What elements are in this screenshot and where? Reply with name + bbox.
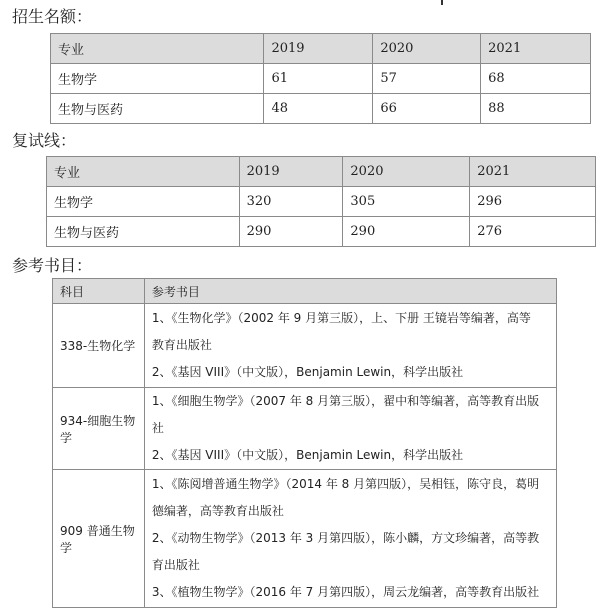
books-cell <box>144 304 556 388</box>
table-cell: 生物学 <box>51 64 264 94</box>
table-cell: 61 <box>264 64 373 94</box>
table-row <box>53 470 557 608</box>
table-row <box>53 304 557 388</box>
table-header-row <box>53 279 557 304</box>
book-line: 2、《基因 VIII》（中文版），Benjamin Lewin，科学出版社 <box>151 365 464 379</box>
book-line: 1、《细胞生物学》（2007 年 8 月第三版），翟中和等编著，高等教育出版 <box>151 394 540 408</box>
book-line: 1、《陈阅增普通生物学》（2014 年 8 月第四版），吴相钰，陈守良，葛明 <box>151 477 540 491</box>
book-line: 育出版社 <box>151 558 200 572</box>
book-line: 2、《动物生物学》（2013 年 3 月第四版），陈小麟，方文珍编著，高等教 <box>151 531 540 545</box>
subject-cell: 338-生物化学 <box>53 304 145 388</box>
page-edge-mark <box>441 0 443 5</box>
table-row <box>51 64 591 94</box>
table-cell: 290 <box>239 217 343 247</box>
table-cell: 290 <box>343 217 470 247</box>
books-cell <box>144 470 556 608</box>
table-cell: 生物学 <box>47 187 240 217</box>
table-cell: 276 <box>470 217 596 247</box>
table-cell: 305 <box>343 187 470 217</box>
table-cell: 57 <box>373 64 481 94</box>
header-cell: 2021 <box>470 157 596 187</box>
header-cell: 2019 <box>239 157 343 187</box>
table-cell: 296 <box>470 187 596 217</box>
book-line: 2、《基因 VIII》（中文版），Benjamin Lewin，科学出版社 <box>151 448 464 462</box>
table-cell: 88 <box>481 94 591 124</box>
table-cell: 生物与医药 <box>47 217 240 247</box>
table-row <box>51 94 591 124</box>
subject-cell: 909 普通生物学 <box>53 470 145 608</box>
retest-heading: 复试线： <box>12 131 77 150</box>
header-cell: 科目 <box>53 279 145 304</box>
table-row <box>47 217 596 247</box>
book-line: 3、《植物生物学》（2016 年 7 月第四版），周云龙编著，高等教育出版社 <box>151 585 540 599</box>
header-cell: 专业 <box>51 34 264 64</box>
table-row <box>53 388 557 470</box>
table-row <box>47 187 596 217</box>
header-cell: 2020 <box>373 34 481 64</box>
enroll-table <box>50 33 591 124</box>
table-cell: 68 <box>481 64 591 94</box>
table-cell: 66 <box>373 94 481 124</box>
header-cell: 2020 <box>343 157 470 187</box>
book-line: 1、《生物化学》（2002 年 9 月第三版），上、下册 王镜岩等编著，高等 <box>151 311 531 325</box>
table-cell: 48 <box>264 94 373 124</box>
header-cell: 2019 <box>264 34 373 64</box>
header-cell: 2021 <box>481 34 591 64</box>
header-cell: 参考书目 <box>144 279 556 304</box>
table-cell: 320 <box>239 187 343 217</box>
subject-cell: 934-细胞生物学 <box>53 388 145 470</box>
books-cell <box>144 388 556 470</box>
book-line: 社 <box>151 421 164 435</box>
retest-table <box>46 156 596 247</box>
book-line: 德编著，高等教育出版社 <box>151 504 284 518</box>
table-cell: 生物与医药 <box>51 94 264 124</box>
header-cell: 专业 <box>47 157 240 187</box>
books-table <box>52 278 557 608</box>
enroll-heading: 招生名额： <box>12 7 93 26</box>
table-header-row <box>47 157 596 187</box>
table-header-row <box>51 34 591 64</box>
books-heading: 参考书目： <box>12 256 93 275</box>
book-line: 教育出版社 <box>151 338 212 352</box>
